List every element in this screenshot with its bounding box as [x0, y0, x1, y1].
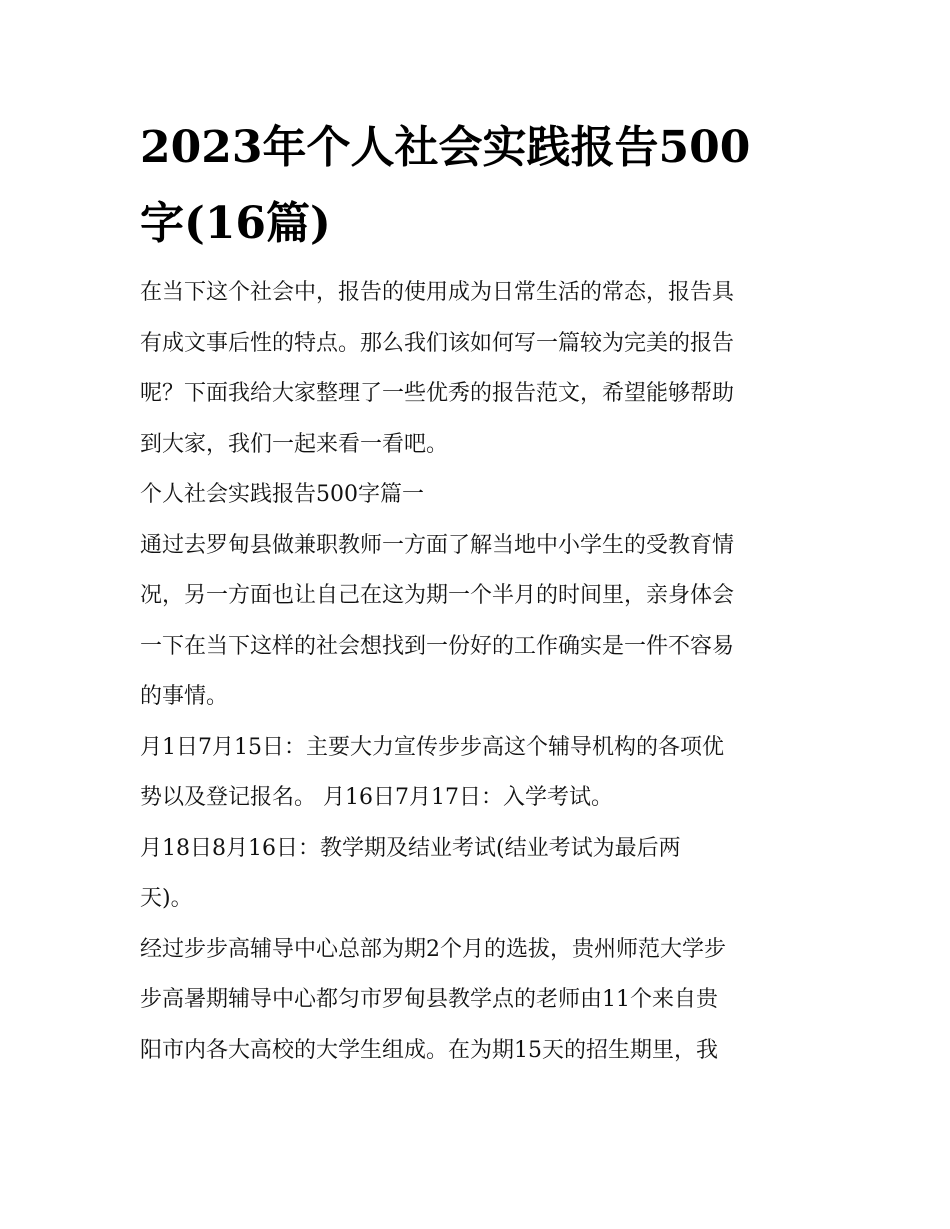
- section-heading: 个人社会实践报告500字篇一: [140, 482, 424, 507]
- paragraph-line: 天)。: [140, 886, 193, 911]
- paragraph-line: 月1日7月15日：主要大力宣传步步高这个辅导机构的各项优: [140, 734, 724, 760]
- title-line-1: 2023年个人社会实践报告500: [140, 122, 751, 173]
- intro-line: 有成文事后性的特点。那么我们该如何写一篇较为完美的报告: [140, 330, 735, 356]
- paragraph-line: 步高暑期辅导中心都匀市罗甸县教学点的老师由11个来自贵: [140, 987, 718, 1012]
- paragraph-3: [140, 824, 820, 925]
- document-page: [140, 110, 820, 1076]
- paragraph-line: 通过去罗甸县做兼职教师一方面了解当地中小学生的受教育情: [140, 532, 735, 558]
- paragraph-line: 经过步步高辅导中心总部为期2个月的选拔，贵州师范大学步: [140, 936, 726, 962]
- intro-line: 在当下这个社会中，报告的使用成为日常生活的常态，报告具: [140, 280, 735, 305]
- paragraph-line: 势以及登记报名。 月16日7月17日：入学考试。: [140, 785, 613, 810]
- paragraph-line: 一下在当下这样的社会想找到一份好的工作确实是一件不容易: [140, 633, 735, 659]
- intro-line: 呢？下面我给大家整理了一些优秀的报告范文，希望能够帮助: [140, 381, 735, 406]
- paragraph-line: 的事情。: [140, 684, 229, 709]
- paragraph-4: [140, 925, 820, 1077]
- document-title: [140, 110, 820, 262]
- intro-line: 到大家，我们一起来看一看吧。: [140, 431, 449, 457]
- paragraph-1: [140, 521, 820, 723]
- paragraph-2: [140, 723, 820, 824]
- paragraph-line: 月18日8月16日：教学期及结业考试(结业考试为最后两: [140, 835, 681, 861]
- paragraph-line: 阳市内各大高校的大学生组成。在为期15天的招生期里，我: [140, 1037, 718, 1063]
- paragraph-line: 况，另一方面也让自己在这为期一个半月的时间里，亲身体会: [140, 583, 735, 608]
- intro-paragraph: [140, 268, 820, 470]
- title-line-2: 字(16篇): [140, 198, 331, 249]
